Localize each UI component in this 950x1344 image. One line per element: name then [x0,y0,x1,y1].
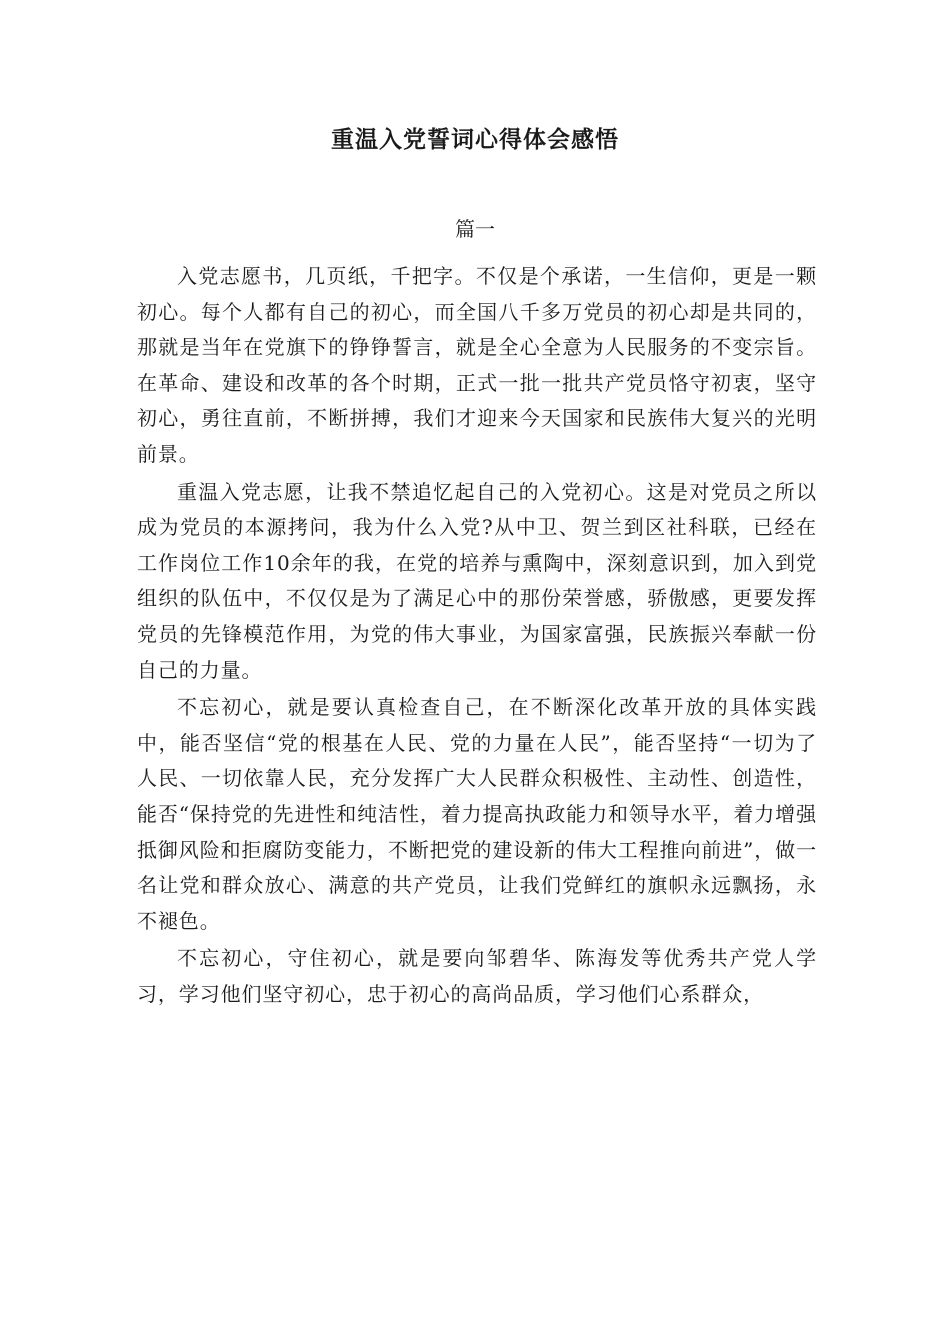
paragraph-1: 入党志愿书，几页纸，千把字。不仅是个承诺，一生信仰，更是一颗初心。每个人都有自己的初心，而全国八千多万党员的初心却是共同的，那就是当年在党旗下的铮铮誓言，就是全心全意为人民服务的不变宗旨。在革命、建设和改革的各个时期，正式一批一批共产党员恪守初衷，坚守初心，勇往直前，不断拼搏，我们才迎来今天国家和民族伟大复兴的光明前景。 [137,264,817,466]
section-heading: 篇一 [455,217,495,241]
paragraph-2: 重温入党志愿，让我不禁追忆起自己的入党初心。这是对党员之所以成为党员的本源拷问，我为什么入党?从中卫、贺兰到区社科联，已经在工作岗位工作10余年的我，在党的培养与熏陶中，深刻意识到，加入到党组织的队伍中，不仅仅是为了满足心中的那份荣誉感，骄傲感，更要发挥党员的先锋模范作用，为党的伟大事业，为国家富强，民族振兴奉献一份自己的力量。 [137,479,817,682]
document-title: 重温入党誓词心得体会感悟 [331,126,619,153]
paragraph-3: 不忘初心，就是要认真检查自己，在不断深化改革开放的具体实践中，能否坚信“党的根基在人民、党的力量在人民”，能否坚持“一切为了人民、一切依靠人民，充分发挥广大人民群众积极性、主动性、创造性，能否“保持党的先进性和纯洁性，着力提高执政能力和领导水平，着力增强抵御风险和拒腐防变能力，不断把党的建设新的伟大工程推向前进”，做一名让党和群众放心、满意的共产党员，让我们党鲜红的旗帜永远飘扬，永不褪色。 [137,695,817,933]
document-body [137,259,817,1014]
paragraph-4: 不忘初心，守住初心，就是要向邹碧华、陈海发等优秀共产党人学习，学习他们坚守初心，忠于初心的高尚品质，学习他们心系群众， [137,946,817,1006]
